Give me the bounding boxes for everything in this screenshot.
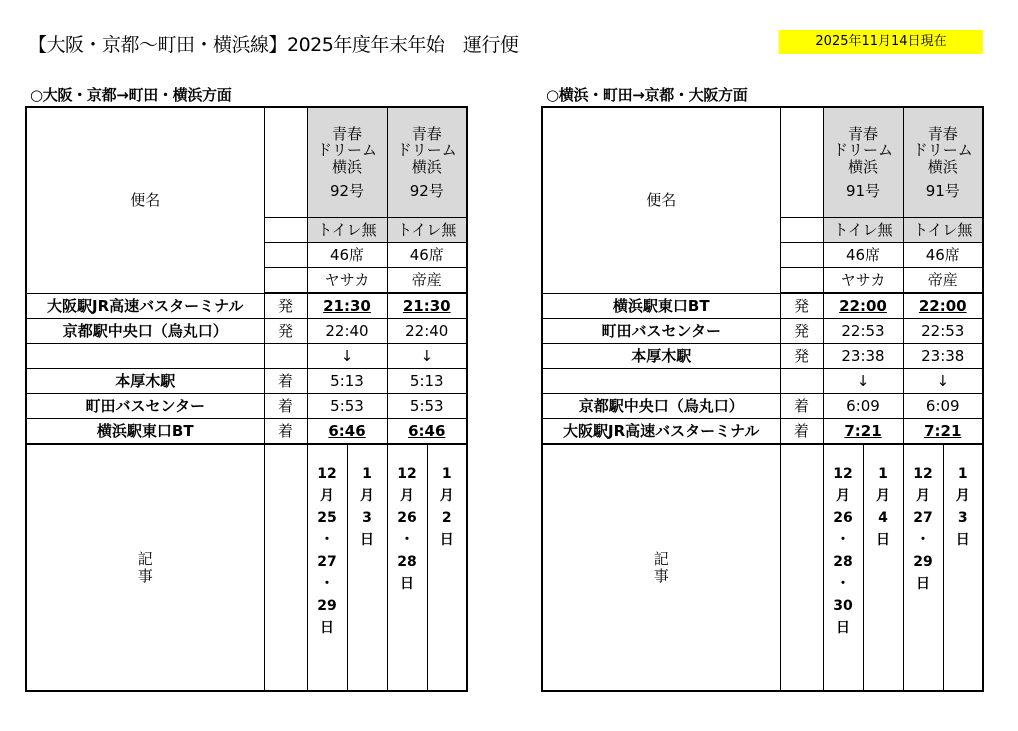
station-name: 京都駅中央口（烏丸口）: [542, 394, 780, 419]
operating-dates: [388, 445, 427, 595]
arr-dep-mark: 発: [264, 293, 307, 319]
time-cell: [307, 419, 387, 445]
stop-row: [26, 319, 467, 344]
date-char: 2: [833, 510, 843, 526]
date-char: 8: [843, 554, 853, 570]
date-char: ・: [400, 532, 414, 548]
time-value: 7:21: [924, 421, 962, 440]
toilet-cell: トイレ無: [903, 218, 983, 243]
direction-heading-right: ○横浜・町田→京都・大阪方面: [546, 86, 748, 104]
bus-name-line: ドリーム: [832, 141, 893, 159]
station-name: 大阪駅JR高速バスターミナル: [26, 293, 264, 319]
time-value: ↓: [340, 346, 354, 365]
time-value: 21:30: [402, 296, 451, 315]
blank-cell: [264, 268, 307, 294]
blank-cell: [264, 218, 307, 243]
seats-cell: 46席: [307, 243, 387, 268]
date-char: 2: [923, 466, 933, 482]
arr-dep-mark: 着: [264, 419, 307, 445]
time-cell: [823, 419, 903, 445]
operator-cell: 帝産: [903, 268, 983, 294]
date-char: 1: [913, 466, 923, 482]
operating-dates-cell: [863, 444, 903, 691]
seats-cell: 46席: [823, 243, 903, 268]
stop-row: [542, 319, 983, 344]
date-char: 3: [362, 510, 372, 526]
date-char: 1: [441, 466, 452, 482]
time-value: 22:40: [405, 321, 449, 340]
station-name: 大阪駅JR高速バスターミナル: [542, 419, 780, 445]
operator-cell: 帝産: [387, 268, 467, 294]
date-char: 3: [833, 598, 843, 614]
stop-row: [542, 344, 983, 369]
date-char: ・: [836, 532, 850, 548]
time-value: 22:00: [839, 296, 887, 315]
date-char: 月: [876, 488, 890, 504]
kiji-char: 記: [653, 550, 669, 568]
arr-dep-mark: 発: [780, 319, 823, 344]
stop-row: [542, 419, 983, 445]
time-value: 23:38: [921, 346, 965, 365]
date-char: 日: [836, 620, 850, 636]
date-char: 月: [439, 488, 454, 504]
header-row: [26, 107, 467, 218]
date-char: 7: [923, 510, 933, 526]
time-value: ↓: [856, 371, 870, 390]
time-cell: [903, 394, 983, 419]
time-cell: [387, 394, 467, 419]
direction-heading-left: ○大阪・京都→町田・横浜方面: [30, 86, 232, 104]
stop-row: [542, 394, 983, 419]
bus-name-line: ドリーム: [316, 141, 377, 159]
date-char: 2: [441, 510, 452, 526]
date-char: 日: [955, 532, 970, 548]
time-value: 6:09: [846, 396, 880, 415]
date-char: 日: [439, 532, 454, 548]
date-char: 日: [360, 532, 374, 548]
time-value: 6:46: [408, 421, 446, 440]
time-value: 7:21: [844, 421, 882, 440]
binmei-label: 便名: [26, 107, 264, 293]
date-char: 日: [876, 532, 890, 548]
time-cell: [823, 369, 903, 394]
operating-dates-cell: [347, 444, 387, 691]
date-char: 0: [843, 598, 853, 614]
date-char: 2: [833, 554, 843, 570]
date-char: 月: [360, 488, 374, 504]
time-value: 5:13: [409, 371, 444, 390]
page-title: 【大阪・京都～町田・横浜線】2025年度年末年始 運行便: [28, 34, 519, 56]
date-char: 2: [913, 554, 923, 570]
bus-name-line: 青春: [847, 124, 878, 143]
arr-dep-mark: [264, 344, 307, 369]
date-char: 4: [878, 510, 888, 526]
time-cell: [903, 319, 983, 344]
blank-cell: [780, 268, 823, 294]
station-name: 町田バスセンター: [542, 319, 780, 344]
date-char: ・: [916, 532, 930, 548]
bus-name-line: ドリーム: [396, 141, 457, 159]
station-name: [542, 369, 780, 394]
kiji-char: 事: [653, 566, 669, 585]
toilet-cell: トイレ無: [823, 218, 903, 243]
blank-cell: [780, 218, 823, 243]
operating-dates-cell: [387, 444, 427, 691]
date-char: 1: [397, 466, 407, 482]
toilet-cell: トイレ無: [307, 218, 387, 243]
date-char: 日: [916, 576, 930, 592]
kiji-char: 記: [137, 550, 153, 568]
date-char: 2: [397, 554, 407, 570]
blank-cell: [780, 444, 823, 691]
arr-dep-mark: 着: [264, 369, 307, 394]
date-char: 7: [327, 554, 337, 570]
time-cell: [387, 344, 467, 369]
date-char: 月: [320, 488, 334, 504]
date-char: 2: [327, 466, 337, 482]
time-cell: [387, 293, 467, 319]
time-value: 22:40: [325, 321, 369, 340]
time-value: 21:30: [323, 296, 371, 315]
date-char: 日: [400, 576, 414, 592]
timetable-right: [541, 106, 984, 692]
blank-cell: [264, 107, 307, 218]
stop-row: [26, 369, 467, 394]
time-value: ↓: [420, 346, 434, 365]
time-cell: [387, 369, 467, 394]
operating-dates: [904, 445, 943, 595]
blank-cell: [780, 243, 823, 268]
binmei-label: 便名: [542, 107, 780, 293]
date-char: 2: [317, 598, 327, 614]
arr-dep-mark: [780, 369, 823, 394]
seats-cell: 46席: [387, 243, 467, 268]
time-value: 23:38: [841, 346, 885, 365]
blank-cell: [264, 444, 307, 691]
operating-dates-cell: [903, 444, 943, 691]
time-value: 5:53: [409, 396, 444, 415]
stop-row: [26, 344, 467, 369]
date-char: ・: [320, 576, 334, 592]
time-cell: [903, 369, 983, 394]
bus-name-line: 青春: [927, 124, 958, 143]
time-cell: [823, 319, 903, 344]
blank-cell: [780, 107, 823, 218]
time-cell: [903, 293, 983, 319]
date-char: 月: [836, 488, 850, 504]
arr-dep-mark: 発: [780, 293, 823, 319]
date-char: 2: [317, 554, 327, 570]
stop-row: [26, 293, 467, 319]
bus-name-cell: [387, 107, 467, 218]
stop-row: [26, 394, 467, 419]
kiji-label: [26, 444, 264, 691]
time-cell: [307, 344, 387, 369]
station-name: 横浜駅東口BT: [542, 293, 780, 319]
operating-dates: [308, 445, 347, 639]
arr-dep-mark: 着: [264, 394, 307, 419]
time-value: 22:00: [918, 296, 967, 315]
time-value: ↓: [936, 371, 950, 390]
date-char: ・: [836, 576, 850, 592]
notes-row: [542, 444, 983, 691]
timetable-left: [25, 106, 468, 692]
date-char: 2: [317, 510, 327, 526]
time-cell: [387, 319, 467, 344]
station-name: 横浜駅東口BT: [26, 419, 264, 445]
operating-dates: [824, 445, 863, 639]
stop-row: [542, 369, 983, 394]
time-cell: [823, 344, 903, 369]
date-char: 月: [916, 488, 930, 504]
date-char: ・: [320, 532, 334, 548]
date-char: 月: [955, 488, 970, 504]
bus-name-line: 横浜: [331, 157, 362, 176]
time-cell: [307, 319, 387, 344]
date-char: 9: [923, 554, 933, 570]
operator-cell: ヤサカ: [307, 268, 387, 294]
bus-name-cell: [903, 107, 983, 218]
operating-dates: [428, 445, 467, 551]
operating-dates-cell: [427, 444, 467, 691]
date-char: 月: [400, 488, 414, 504]
station-name: 本厚木駅: [542, 344, 780, 369]
date-char: 1: [957, 466, 968, 482]
date-char: 5: [327, 510, 337, 526]
time-cell: [903, 419, 983, 445]
arr-dep-mark: 着: [780, 419, 823, 445]
station-name: [26, 344, 264, 369]
time-cell: [307, 394, 387, 419]
time-value: 22:53: [921, 321, 965, 340]
date-char: 2: [913, 510, 923, 526]
bus-number: 91号: [925, 182, 960, 200]
date-char: 2: [843, 466, 853, 482]
station-name: 町田バスセンター: [26, 394, 264, 419]
operating-dates: [348, 445, 387, 551]
time-cell: [307, 293, 387, 319]
date-char: 1: [878, 466, 888, 482]
time-cell: [307, 369, 387, 394]
operating-dates-cell: [823, 444, 863, 691]
operating-dates: [864, 445, 903, 551]
kiji-label: [542, 444, 780, 691]
time-cell: [903, 344, 983, 369]
arr-dep-mark: 発: [264, 319, 307, 344]
time-value: 5:13: [330, 371, 364, 390]
station-name: 京都駅中央口（烏丸口）: [26, 319, 264, 344]
date-char: 8: [407, 554, 417, 570]
bus-name-line: 横浜: [927, 157, 958, 176]
time-cell: [387, 419, 467, 445]
bus-name-line: 青春: [411, 124, 442, 143]
bus-name-cell: [823, 107, 903, 218]
station-name: 本厚木駅: [26, 369, 264, 394]
toilet-cell: トイレ無: [387, 218, 467, 243]
time-cell: [823, 293, 903, 319]
date-char: 2: [397, 510, 407, 526]
kiji-char: 事: [137, 566, 153, 585]
date-char: 3: [957, 510, 968, 526]
bus-name-line: 横浜: [847, 157, 878, 176]
date-char: 6: [843, 510, 853, 526]
date-char: 1: [362, 466, 372, 482]
bus-name-line: ドリーム: [912, 141, 973, 159]
operator-cell: ヤサカ: [823, 268, 903, 294]
bus-number: 92号: [329, 182, 365, 200]
bus-number: 92号: [409, 182, 444, 200]
as-of-date-badge: 2025年11月14日現在: [779, 30, 983, 54]
time-cell: [823, 394, 903, 419]
blank-cell: [264, 243, 307, 268]
date-char: 1: [317, 466, 327, 482]
stop-row: [26, 419, 467, 445]
arr-dep-mark: 着: [780, 394, 823, 419]
date-char: 日: [320, 620, 334, 636]
bus-name-line: 横浜: [411, 157, 442, 176]
stop-row: [542, 293, 983, 319]
bus-name-cell: [307, 107, 387, 218]
operating-dates-cell: [307, 444, 347, 691]
date-char: 1: [833, 466, 843, 482]
operating-dates-cell: [943, 444, 983, 691]
header-row: [542, 107, 983, 218]
time-value: 5:53: [330, 396, 364, 415]
time-value: 22:53: [841, 321, 885, 340]
time-value: 6:09: [925, 396, 960, 415]
date-char: 2: [407, 466, 417, 482]
bus-name-line: 青春: [331, 124, 362, 143]
date-char: 9: [327, 598, 337, 614]
operating-dates: [944, 445, 983, 551]
notes-row: [26, 444, 467, 691]
bus-number: 91号: [845, 182, 881, 200]
seats-cell: 46席: [903, 243, 983, 268]
time-value: 6:46: [328, 421, 366, 440]
arr-dep-mark: 発: [780, 344, 823, 369]
date-char: 6: [407, 510, 417, 526]
